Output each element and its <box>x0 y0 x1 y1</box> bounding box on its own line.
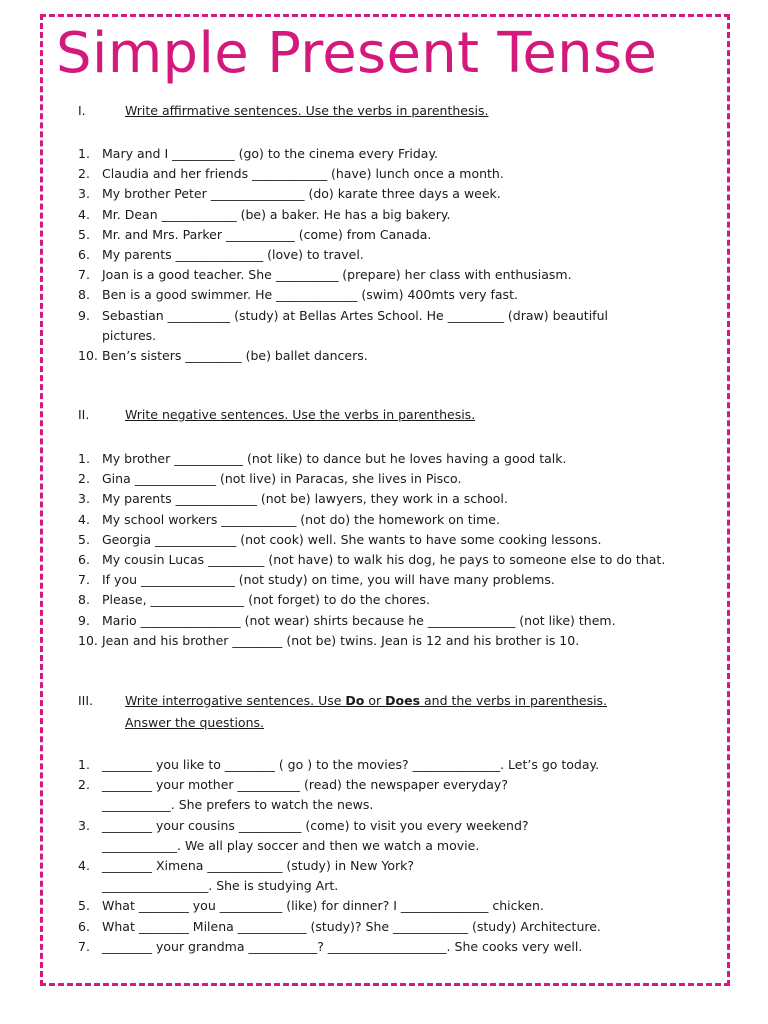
item-text: My parents ______________ (love) to travel. <box>102 247 364 263</box>
item-number: 1. <box>78 451 90 466</box>
exercise-item <box>78 225 718 245</box>
item-text: What ________ Milena ___________ (study)? She ____________ (study) Architecture. <box>102 918 601 934</box>
exercise-item <box>78 265 718 285</box>
item-number: 10. <box>78 632 98 648</box>
exercise-item <box>78 590 718 610</box>
item-number: 4. <box>78 511 90 527</box>
exercise-item <box>78 469 718 489</box>
item-text: My school workers ____________ (not do) the homework on time. <box>102 511 500 527</box>
item-text: Georgia _____________ (not cook) well. She wants to have some cooking lessons. <box>102 531 602 547</box>
item-text: Mario ________________ (not wear) shirts because he ______________ (not like) them. <box>102 612 616 628</box>
section-instruction: Write affirmative sentences. Use the verbs in parenthesis. <box>125 103 489 118</box>
item-number: 9. <box>78 307 90 323</box>
keyword-do: Do <box>345 693 365 708</box>
exercise-item <box>78 245 718 265</box>
exercise-list <box>78 755 718 957</box>
exercise-list <box>78 449 718 651</box>
exercise-item <box>78 570 718 590</box>
exercise-item <box>78 775 718 815</box>
exercise-item <box>78 816 718 856</box>
item-text: Jean and his brother ________ (not be) twins. Jean is 12 and his brother is 10. <box>102 632 580 648</box>
exercise-item <box>78 489 718 509</box>
exercise-item <box>78 896 718 916</box>
exercise-item <box>78 937 718 957</box>
item-text: Sebastian __________ (study) at Bellas Artes School. He _________ (draw) beautiful <box>102 307 608 323</box>
exercise-item <box>78 510 718 530</box>
exercise-item <box>78 306 718 346</box>
item-text: My parents _____________ (not be) lawyers, they work in a school. <box>102 491 508 507</box>
section-numeral: II. <box>78 407 90 422</box>
item-text: ________ your mother __________ (read) the newspaper everyday? <box>102 777 508 793</box>
exercise-item <box>78 755 718 775</box>
item-number: 1. <box>78 146 90 161</box>
exercise-item <box>78 856 718 896</box>
item-continuation: _________________. She is studying Art. <box>102 878 339 894</box>
item-text: ________ you like to ________ ( go ) to the movies? ______________. Let’s go today. <box>102 757 600 772</box>
item-text: Mr. Dean ____________ (be) a baker. He has a big bakery. <box>102 206 451 222</box>
section-instruction: Write negative sentences. Use the verbs in parenthesis. <box>125 407 476 422</box>
item-number: 8. <box>78 287 90 303</box>
instruction-text: and the verbs in parenthesis. <box>420 693 608 708</box>
section-instruction <box>125 691 607 711</box>
item-number: 3. <box>78 186 90 202</box>
item-continuation: pictures. <box>102 327 157 343</box>
exercise-item <box>78 164 718 184</box>
item-text: ________ your cousins __________ (come) to visit you every weekend? <box>102 817 529 833</box>
exercise-item <box>78 550 718 570</box>
instruction-text: or <box>364 693 386 708</box>
item-text: Please, _______________ (not forget) to do the chores. <box>102 592 430 608</box>
exercise-item <box>78 449 718 469</box>
item-number: 2. <box>78 777 90 793</box>
item-number: 7. <box>78 267 90 283</box>
item-text: Claudia and her friends ____________ (have) lunch once a month. <box>102 166 504 182</box>
exercise-item <box>78 631 718 651</box>
item-number: 4. <box>78 858 90 874</box>
item-text: My brother ___________ (not like) to dance but he loves having a good talk. <box>102 451 567 466</box>
item-text: If you _______________ (not study) on time, you will have many problems. <box>102 572 555 588</box>
item-number: 9. <box>78 612 90 628</box>
item-number: 6. <box>78 247 90 263</box>
section-numeral: I. <box>78 103 86 118</box>
item-number: 4. <box>78 206 90 222</box>
item-number: 1. <box>78 757 90 772</box>
item-text: Ben is a good swimmer. He _____________ (swim) 400mts very fast. <box>102 287 518 303</box>
item-number: 5. <box>78 226 90 242</box>
item-number: 6. <box>78 552 90 568</box>
section-instruction-line2: Answer the questions. <box>125 715 264 730</box>
item-text: Mr. and Mrs. Parker ___________ (come) from Canada. <box>102 226 432 242</box>
item-text: ________ Ximena ____________ (study) in New York? <box>102 858 415 874</box>
item-number: 8. <box>78 592 90 608</box>
item-number: 7. <box>78 572 90 588</box>
exercise-item <box>78 917 718 937</box>
exercise-item <box>78 205 718 225</box>
item-number: 2. <box>78 166 90 182</box>
item-number: 2. <box>78 471 90 487</box>
worksheet-title: Simple Present Tense <box>56 21 658 86</box>
exercise-item <box>78 346 718 366</box>
item-text: What ________ you __________ (like) for dinner? I ______________ chicken. <box>102 898 544 914</box>
item-number: 3. <box>78 491 90 507</box>
item-text: Ben’s sisters _________ (be) ballet dancers. <box>102 348 368 364</box>
exercise-list <box>78 144 718 366</box>
exercise-item <box>78 530 718 550</box>
item-text: Gina _____________ (not live) in Paracas, she lives in Pisco. <box>102 471 462 487</box>
item-number: 6. <box>78 918 90 934</box>
exercise-item <box>78 285 718 305</box>
item-number: 3. <box>78 817 90 833</box>
item-text: Mary and I __________ (go) to the cinema every Friday. <box>102 146 439 161</box>
item-number: 5. <box>78 898 90 914</box>
item-number: 10. <box>78 348 98 364</box>
item-text: ________ your grandma ___________? ___________________. She cooks very well. <box>102 938 583 954</box>
instruction-text: Write interrogative sentences. Use <box>125 693 346 708</box>
exercise-item <box>78 144 718 164</box>
keyword-does: Does <box>385 693 421 708</box>
item-number: 7. <box>78 938 90 954</box>
item-text: My brother Peter _______________ (do) karate three days a week. <box>102 186 501 202</box>
item-text: My cousin Lucas _________ (not have) to walk his dog, he pays to someone else to do that. <box>102 552 666 568</box>
section-numeral: III. <box>78 693 94 708</box>
item-continuation: ___________. She prefers to watch the news. <box>102 797 374 813</box>
item-continuation: ____________. We all play soccer and then we watch a movie. <box>102 837 480 853</box>
exercise-item <box>78 184 718 204</box>
item-number: 5. <box>78 531 90 547</box>
item-text: Joan is a good teacher. She __________ (prepare) her class with enthusiasm. <box>102 267 572 283</box>
exercise-item <box>78 611 718 631</box>
